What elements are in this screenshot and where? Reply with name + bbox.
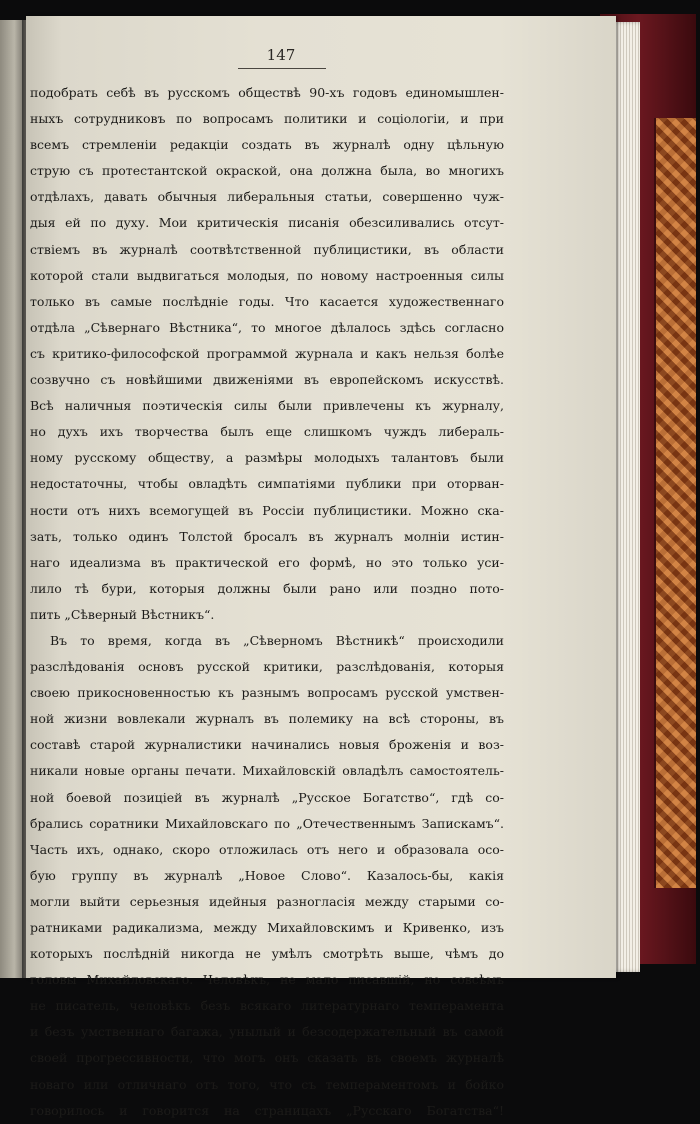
page-text — [30, 80, 504, 1124]
text-line: ности отъ нихъ всемогущей въ Россіи публицистики. Можно ска- — [30, 502, 504, 518]
text-line: Всѣ наличныя поэтическія силы были привлечены къ журналу, — [30, 398, 504, 414]
text-line: пить „Сѣверный Вѣстникъ“. — [30, 606, 215, 622]
text-line: бую группу въ журналѣ „Новое Слово“. Казалось-бы, какія — [30, 867, 504, 883]
text-line: недостаточны, чтобы овладѣть симпатіями публики при оторван- — [30, 476, 504, 492]
page-number: 147 — [266, 46, 296, 64]
text-line: отдѣла „Сѣвернаго Вѣстника“, то многое дѣлалось здѣсь согласно — [30, 319, 504, 335]
text-line: зать, только одинъ Толстой бросалъ въ журналъ молніи истин- — [30, 528, 504, 544]
text-line: новаго или отличнаго отъ того, что съ темпераментомъ и бойко — [30, 1076, 504, 1092]
text-line: съ критико-философской программой журнала и какъ нельзя болѣе — [30, 345, 504, 361]
text-line: которыхъ послѣдній никогда не умѣлъ смотрѣть выше, чѣмъ до — [30, 946, 504, 962]
text-line: только въ самые послѣдніе годы. Что касается художественнаго — [30, 293, 504, 309]
text-line: Часть ихъ, однако, скоро отложилась отъ него и образовала осо- — [30, 841, 504, 857]
text-line: лило тѣ бури, которыя должны были рано или поздно пото- — [30, 580, 504, 596]
text-line: Въ то время, когда въ „Сѣверномъ Вѣстникѣ“ происходили — [50, 632, 504, 648]
text-line: наго идеализма въ практической его формѣ, но это только уси- — [30, 554, 504, 570]
text-line: головы Михайловскаго. Человѣкъ, не мало писавшій, но совсѣмъ — [30, 972, 504, 988]
book-page — [26, 16, 616, 1118]
text-line: подобрать себѣ въ русскомъ обществѣ 90-хъ годовъ единомышлен- — [30, 85, 504, 100]
text-line: струю съ протестантской окраской, она должна была, во многихъ — [30, 163, 504, 179]
cover-spine-pattern — [654, 118, 696, 888]
text-line: но духъ ихъ творчества былъ еще слишкомъ чуждъ либераль- — [30, 424, 504, 440]
text-line: своею прикосновенностью къ разнымъ вопросамъ русской умствен- — [30, 685, 504, 701]
text-line: говорилось и говорится на страницахъ „Русскаго Богатства“! — [30, 1102, 504, 1118]
text-line: которой стали выдвигаться молодыя, по новому настроенныя силы — [30, 267, 504, 283]
text-line: своей прогрессивности, что могъ онъ сказать въ своемъ журналѣ — [30, 1050, 504, 1066]
text-line: и безъ умственнаго багажа, унылый и безсодержательный въ самой — [30, 1024, 504, 1040]
text-line: ратниками радикализма, между Михайловскимъ и Кривенко, изъ — [30, 920, 504, 935]
text-line: ныхъ сотрудниковъ по вопросамъ политики и соціологіи, и при — [30, 111, 504, 127]
text-line: ному русскому обществу, а размѣры молодыхъ талантовъ были — [30, 450, 504, 466]
text-line: всемъ стремленіи редакціи создать въ журналѣ одну цѣльную — [30, 137, 504, 153]
text-line: ной жизни вовлекали журналъ въ полемику на всѣ стороны, въ — [30, 711, 504, 727]
text-line: никали новые органы печати. Михайловскій овладѣлъ самостоятель- — [30, 763, 504, 779]
text-line: составѣ старой журналистики начинались новыя броженія и воз- — [30, 737, 504, 753]
page-number-rule — [238, 68, 326, 69]
text-line: созвучно съ новѣйшими движеніями въ европейскомъ искусствѣ. — [30, 372, 504, 388]
text-line: дыя ей по духу. Мои критическія писанія обезсиливались отсут- — [30, 215, 504, 231]
text-line: могли выйти серьезныя идейныя разногласія между старыми со- — [30, 893, 504, 909]
text-line: не писатель, человѣкъ безъ всякаго литературнаго темперамента — [30, 998, 504, 1014]
text-line: брались соратники Михайловскаго по „Отечественнымъ Запискамъ“. — [30, 815, 504, 831]
page-edges — [612, 22, 640, 972]
text-line: ной боевой позиціей въ журналѣ „Русское Богатство“, гдѣ со- — [30, 789, 504, 805]
text-line: ствіемъ въ журналѣ соотвѣтственной публицистики, въ области — [30, 241, 504, 257]
text-line: отдѣлахъ, давать обычныя либеральныя статьи, совершенно чуж- — [30, 189, 504, 205]
text-line: разслѣдованія основъ русской критики, разслѣдованія, которыя — [30, 659, 504, 675]
